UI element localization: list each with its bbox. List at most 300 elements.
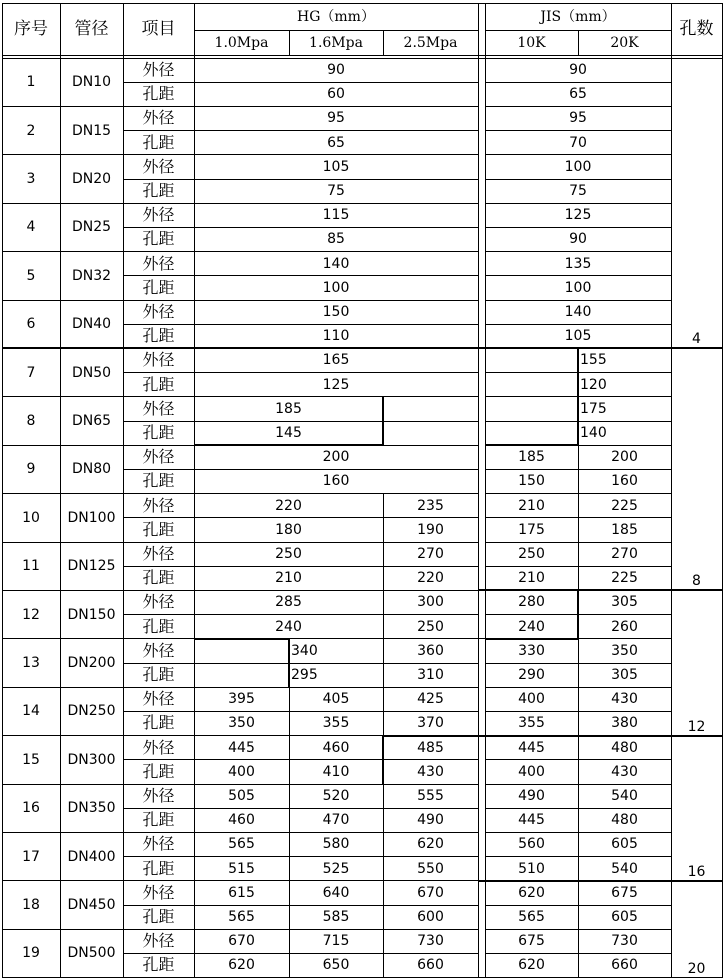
- hg-value: 350: [228, 715, 255, 732]
- grid-line: [123, 711, 478, 712]
- jis-value: 620: [518, 884, 545, 901]
- item-outer: 外径: [142, 302, 175, 322]
- hg-value: 660: [417, 957, 444, 974]
- group-border: [671, 735, 722, 737]
- row-dn: DN65: [71, 412, 112, 429]
- group-border: [671, 880, 722, 882]
- row-dn: DN350: [67, 800, 116, 817]
- hg-value: 525: [322, 860, 350, 877]
- hg-value: 150: [322, 304, 350, 321]
- jis-value: 400: [518, 763, 545, 780]
- hg-value: 100: [322, 279, 350, 296]
- jis-value: 225: [611, 570, 638, 587]
- hole-count: 16: [687, 863, 706, 880]
- jis-value: 480: [611, 812, 638, 829]
- grid-line: [485, 300, 671, 301]
- grid-line: [123, 82, 478, 83]
- grid-line: [123, 469, 478, 470]
- row-dn: DN32: [71, 267, 112, 284]
- item-pitch: 孔距: [142, 326, 175, 346]
- grid-line: [485, 106, 671, 107]
- jis-value: 445: [518, 739, 545, 756]
- header-hg-col: 2.5Mpa: [403, 34, 458, 51]
- jis-value: 430: [611, 763, 638, 780]
- item-outer: 外径: [142, 156, 175, 176]
- hg-value: 585: [322, 909, 350, 926]
- hole-count: 4: [692, 331, 701, 348]
- jis-value: 380: [611, 715, 638, 732]
- row-seq: 19: [22, 945, 40, 962]
- item-outer: 外径: [142, 882, 175, 902]
- hg-value: 340: [291, 642, 318, 659]
- grid-line: [485, 251, 671, 252]
- row-dn: DN15: [71, 122, 112, 139]
- header-jis: JIS（mm）: [540, 8, 616, 25]
- hg-value: 355: [322, 715, 350, 732]
- grid-line: [289, 30, 290, 55]
- hg-value: 270: [417, 546, 444, 563]
- step-border: [382, 397, 384, 445]
- hg-value: 360: [417, 642, 444, 659]
- hg-value: 220: [275, 497, 302, 514]
- jis-value: [485, 397, 578, 421]
- grid-line: [485, 82, 671, 83]
- jis-value: 105: [564, 328, 592, 345]
- jis-value: 225: [611, 497, 638, 514]
- grid-line: [289, 687, 290, 977]
- item-pitch: 孔距: [142, 229, 175, 249]
- grid-line: [485, 130, 671, 131]
- grid-line: [2, 251, 478, 252]
- grid-line: [123, 856, 478, 857]
- row-dn: DN80: [71, 461, 112, 478]
- jis-value: 560: [518, 836, 545, 853]
- hg-value: 460: [322, 739, 350, 756]
- hg-value: 615: [228, 884, 255, 901]
- header-hg: HG（mm）: [297, 8, 375, 25]
- grid-line: [2, 929, 478, 930]
- hg-value: 180: [275, 521, 302, 538]
- grid-line: [123, 808, 478, 809]
- jis-value: 175: [518, 521, 545, 538]
- row-seq: 18: [22, 896, 40, 913]
- hg-value: 250: [275, 546, 302, 563]
- jis-value: 540: [611, 788, 638, 805]
- jis-value: [485, 421, 578, 445]
- group-border: [478, 880, 671, 882]
- step-border: [288, 639, 290, 687]
- hg-value: 405: [322, 691, 350, 708]
- group-border: [478, 735, 671, 737]
- item-pitch: 孔距: [142, 907, 175, 927]
- jis-value: 150: [518, 473, 545, 490]
- hg-value: 425: [417, 691, 444, 708]
- hg-value: 715: [322, 933, 350, 950]
- grid-line: [194, 30, 478, 31]
- row-seq: 1: [26, 74, 36, 91]
- hg-value: 210: [275, 570, 302, 587]
- hg-value: 165: [322, 352, 350, 369]
- item-pitch: 孔距: [142, 181, 175, 201]
- jis-value: 210: [518, 570, 545, 587]
- hg-value: 670: [417, 884, 444, 901]
- group-border: [478, 589, 671, 591]
- grid-line: [485, 324, 671, 325]
- item-outer: 外径: [142, 398, 175, 418]
- jis-value: 155: [580, 352, 607, 369]
- row-seq: 13: [22, 654, 40, 671]
- jis-value: 185: [611, 521, 638, 538]
- row-dn: DN125: [67, 558, 116, 575]
- step-border: [194, 444, 383, 446]
- row-seq: 12: [22, 606, 40, 623]
- jis-value: 100: [564, 279, 592, 296]
- item-outer: 外径: [142, 495, 175, 515]
- jis-value: 95: [569, 110, 587, 127]
- item-outer: 外径: [142, 931, 175, 951]
- hg-value: 370: [417, 715, 444, 732]
- row-seq: 6: [26, 316, 36, 333]
- item-pitch: 孔距: [142, 568, 175, 588]
- group-border: [671, 347, 722, 349]
- hg-value: 620: [417, 836, 444, 853]
- header-item: 项目: [141, 18, 176, 39]
- row-seq: 10: [22, 509, 40, 526]
- hole-count: 12: [687, 718, 706, 735]
- jis-value: 120: [580, 376, 607, 393]
- jis-value: 70: [569, 134, 587, 151]
- header-jis-col: 20K: [610, 34, 639, 51]
- jis-value: 160: [611, 473, 638, 490]
- jis-value: 260: [611, 618, 638, 635]
- hg-value: 485: [417, 739, 444, 756]
- row-dn: DN200: [67, 654, 116, 671]
- jis-value: 270: [611, 546, 638, 563]
- grid-line: [485, 154, 671, 155]
- hg-value: 650: [322, 957, 350, 974]
- grid-line: [2, 493, 478, 494]
- jis-value: 480: [611, 739, 638, 756]
- hole-count: 8: [692, 573, 701, 590]
- row-seq: 11: [22, 558, 40, 575]
- grid-line: [123, 324, 478, 325]
- grid-line: [485, 227, 671, 228]
- grid-line: [123, 421, 478, 422]
- grid-line: [2, 687, 478, 688]
- row-seq: 4: [26, 219, 36, 236]
- jis-value: 175: [580, 400, 607, 417]
- header-jis-col: 10K: [517, 34, 546, 51]
- hg-value: 470: [322, 812, 350, 829]
- item-outer: 外径: [142, 737, 175, 757]
- grid-line: [123, 179, 478, 180]
- row-seq: 7: [26, 364, 36, 381]
- header-seq: 序号: [14, 18, 48, 39]
- item-pitch: 孔距: [142, 616, 175, 636]
- jis-value: 210: [518, 497, 545, 514]
- grid-line: [2, 542, 478, 543]
- item-outer: 外径: [142, 640, 175, 660]
- jis-value: [485, 373, 578, 397]
- row-dn: DN20: [71, 170, 112, 187]
- jis-value: 330: [518, 642, 545, 659]
- hg-value: 410: [322, 763, 350, 780]
- step-border: [485, 444, 578, 446]
- grid-line: [123, 227, 478, 228]
- grid-line: [2, 106, 478, 107]
- grid-line: [2, 396, 478, 397]
- jis-value: 430: [611, 691, 638, 708]
- row-dn: DN150: [67, 606, 116, 623]
- item-pitch: 孔距: [142, 713, 175, 733]
- hg-value: 115: [322, 207, 350, 224]
- row-seq: 17: [22, 848, 40, 865]
- row-seq: 16: [22, 800, 40, 817]
- jis-value: 140: [564, 304, 592, 321]
- jis-value: 185: [518, 449, 545, 466]
- grid-line: [123, 953, 478, 954]
- row-dn: DN450: [67, 896, 116, 913]
- hg-value: 460: [228, 812, 255, 829]
- hg-value: 620: [228, 957, 255, 974]
- item-pitch: 孔距: [142, 84, 175, 104]
- item-pitch: 孔距: [142, 132, 175, 152]
- grid-line: [123, 614, 478, 615]
- jis-value: 305: [611, 594, 638, 611]
- grid-line: [578, 30, 579, 55]
- jis-value: 90: [569, 231, 587, 248]
- hg-value: 295: [291, 667, 318, 684]
- item-outer: 外径: [142, 205, 175, 225]
- hg-value: 300: [417, 594, 444, 611]
- item-pitch: 孔距: [142, 955, 175, 975]
- item-pitch: 孔距: [142, 665, 175, 685]
- jis-value: 350: [611, 642, 638, 659]
- item-pitch: 孔距: [142, 858, 175, 878]
- hg-value: 250: [417, 618, 444, 635]
- jis-value: 90: [569, 62, 587, 79]
- jis-value: 675: [518, 933, 545, 950]
- jis-value: 660: [611, 957, 638, 974]
- jis-value: 200: [611, 449, 638, 466]
- jis-value: 135: [564, 255, 592, 272]
- hg-value: 445: [228, 739, 255, 756]
- grid-line: [485, 179, 671, 180]
- step-border: [577, 348, 579, 445]
- group-border: [2, 347, 478, 349]
- jis-value: 605: [611, 909, 638, 926]
- step-border: [383, 735, 478, 737]
- table-border: [722, 3, 723, 978]
- item-outer: 外径: [142, 689, 175, 709]
- hg-value: 235: [417, 497, 444, 514]
- item-outer: 外径: [142, 544, 175, 564]
- hg-value: 400: [228, 763, 255, 780]
- grid-line: [123, 130, 478, 131]
- hg-value: 395: [228, 691, 255, 708]
- grid-line: [2, 203, 478, 204]
- group-border: [671, 589, 722, 591]
- jis-value: 290: [518, 667, 545, 684]
- grid-line: [485, 203, 671, 204]
- table-border: [2, 3, 722, 4]
- hg-value: 140: [322, 255, 350, 272]
- jis-value: 620: [518, 957, 545, 974]
- step-border: [577, 590, 579, 638]
- grid-line: [578, 445, 579, 977]
- item-pitch: 孔距: [142, 277, 175, 297]
- jis-value: 125: [564, 207, 592, 224]
- hg-value: 110: [322, 328, 350, 345]
- hg-value: 600: [417, 909, 444, 926]
- row-dn: DN50: [71, 364, 112, 381]
- jis-value: 75: [569, 183, 587, 200]
- hg-value: 85: [327, 231, 345, 248]
- row-dn: DN100: [67, 509, 116, 526]
- item-outer: 外径: [142, 350, 175, 370]
- jis-value: 305: [611, 667, 638, 684]
- hg-value: 185: [275, 400, 302, 417]
- hg-value: 200: [322, 449, 350, 466]
- hg-value: 125: [322, 376, 350, 393]
- row-seq: 8: [26, 412, 36, 429]
- row-seq: 9: [26, 461, 36, 478]
- grid-line: [289, 638, 671, 639]
- item-pitch: 孔距: [142, 423, 175, 443]
- hg-value: 640: [322, 884, 350, 901]
- item-pitch: 孔距: [142, 471, 175, 491]
- jis-value: 100: [564, 158, 592, 175]
- header-holes: 孔数: [679, 18, 714, 39]
- jis-value: 730: [611, 933, 638, 950]
- grid-line: [383, 30, 384, 55]
- hg-value: [194, 639, 289, 663]
- hg-value: 220: [417, 570, 444, 587]
- grid-line: [123, 566, 478, 567]
- hg-value: [383, 397, 478, 421]
- hg-value: 490: [417, 812, 444, 829]
- hg-value: 550: [417, 860, 444, 877]
- jis-value: 490: [518, 788, 545, 805]
- row-dn: DN400: [67, 848, 116, 865]
- hg-value: 565: [228, 909, 255, 926]
- hg-value: 430: [417, 763, 444, 780]
- hg-value: 520: [322, 788, 350, 805]
- grid-line: [2, 58, 722, 59]
- item-outer: 外径: [142, 592, 175, 612]
- header-hg-col: 1.0Mpa: [214, 34, 269, 51]
- row-seq: 5: [26, 267, 36, 284]
- item-pitch: 孔距: [142, 761, 175, 781]
- grid-line: [2, 300, 478, 301]
- jis-value: 250: [518, 546, 545, 563]
- jis-value: [485, 348, 578, 372]
- item-pitch: 孔距: [142, 810, 175, 830]
- hg-value: 145: [275, 425, 302, 442]
- header-hg-col: 1.6Mpa: [309, 34, 363, 51]
- grid-line: [2, 832, 478, 833]
- grid-line: [123, 517, 478, 518]
- hg-value: 240: [275, 618, 302, 635]
- item-outer: 外径: [142, 108, 175, 128]
- jis-value: 240: [518, 618, 545, 635]
- item-outer: 外径: [142, 60, 175, 80]
- jis-value: 280: [518, 594, 545, 611]
- row-dn: DN500: [67, 945, 116, 962]
- grid-line: [123, 759, 478, 760]
- grid-line: [2, 590, 478, 591]
- step-border: [194, 638, 289, 640]
- hg-value: 105: [322, 158, 350, 175]
- row-seq: 3: [26, 170, 36, 187]
- jis-value: 65: [569, 86, 587, 103]
- hg-value: [194, 663, 289, 687]
- jis-value: 565: [518, 909, 545, 926]
- hg-value: 730: [417, 933, 444, 950]
- jis-value: 400: [518, 691, 545, 708]
- hg-value: 310: [417, 667, 444, 684]
- grid-line: [123, 372, 478, 373]
- hg-value: 90: [327, 62, 345, 79]
- hg-value: 75: [327, 183, 345, 200]
- hg-value: 580: [322, 836, 350, 853]
- step-border: [382, 736, 384, 784]
- hg-value: 555: [417, 788, 444, 805]
- item-pitch: 孔距: [142, 519, 175, 539]
- row-dn: DN10: [71, 74, 112, 91]
- row-seq: 14: [22, 703, 40, 720]
- hg-value: 515: [228, 860, 255, 877]
- row-dn: DN40: [71, 316, 112, 333]
- hg-value: [383, 421, 478, 445]
- item-outer: 外径: [142, 786, 175, 806]
- grid-line: [485, 275, 671, 276]
- hg-value: 60: [327, 86, 345, 103]
- jis-value: 540: [611, 860, 638, 877]
- jis-value: 445: [518, 812, 545, 829]
- item-outer: 外径: [142, 834, 175, 854]
- item-outer: 外径: [142, 447, 175, 467]
- hole-count: 20: [687, 960, 706, 977]
- group-border: [478, 347, 671, 349]
- jis-value: 140: [580, 425, 607, 442]
- grid-line: [2, 784, 478, 785]
- grid-line: [2, 55, 722, 56]
- grid-line: [123, 905, 478, 906]
- grid-line: [123, 275, 478, 276]
- row-dn: DN25: [71, 219, 112, 236]
- hg-value: 565: [228, 836, 255, 853]
- grid-line: [2, 880, 478, 881]
- grid-line: [123, 663, 478, 664]
- hg-value: 160: [322, 473, 350, 490]
- hg-value: 505: [228, 788, 255, 805]
- jis-value: 510: [518, 860, 545, 877]
- hg-value: 190: [417, 521, 444, 538]
- item-pitch: 孔距: [142, 374, 175, 394]
- grid-line: [2, 154, 478, 155]
- row-seq: 15: [22, 751, 40, 768]
- hg-value: 285: [275, 594, 302, 611]
- jis-value: 675: [611, 884, 638, 901]
- hg-value: 670: [228, 933, 255, 950]
- jis-value: 605: [611, 836, 638, 853]
- hg-value: 95: [327, 110, 345, 127]
- row-seq: 2: [26, 122, 36, 139]
- header-dn: 管径: [74, 18, 109, 39]
- item-outer: 外径: [142, 253, 175, 273]
- row-dn: DN250: [67, 703, 116, 720]
